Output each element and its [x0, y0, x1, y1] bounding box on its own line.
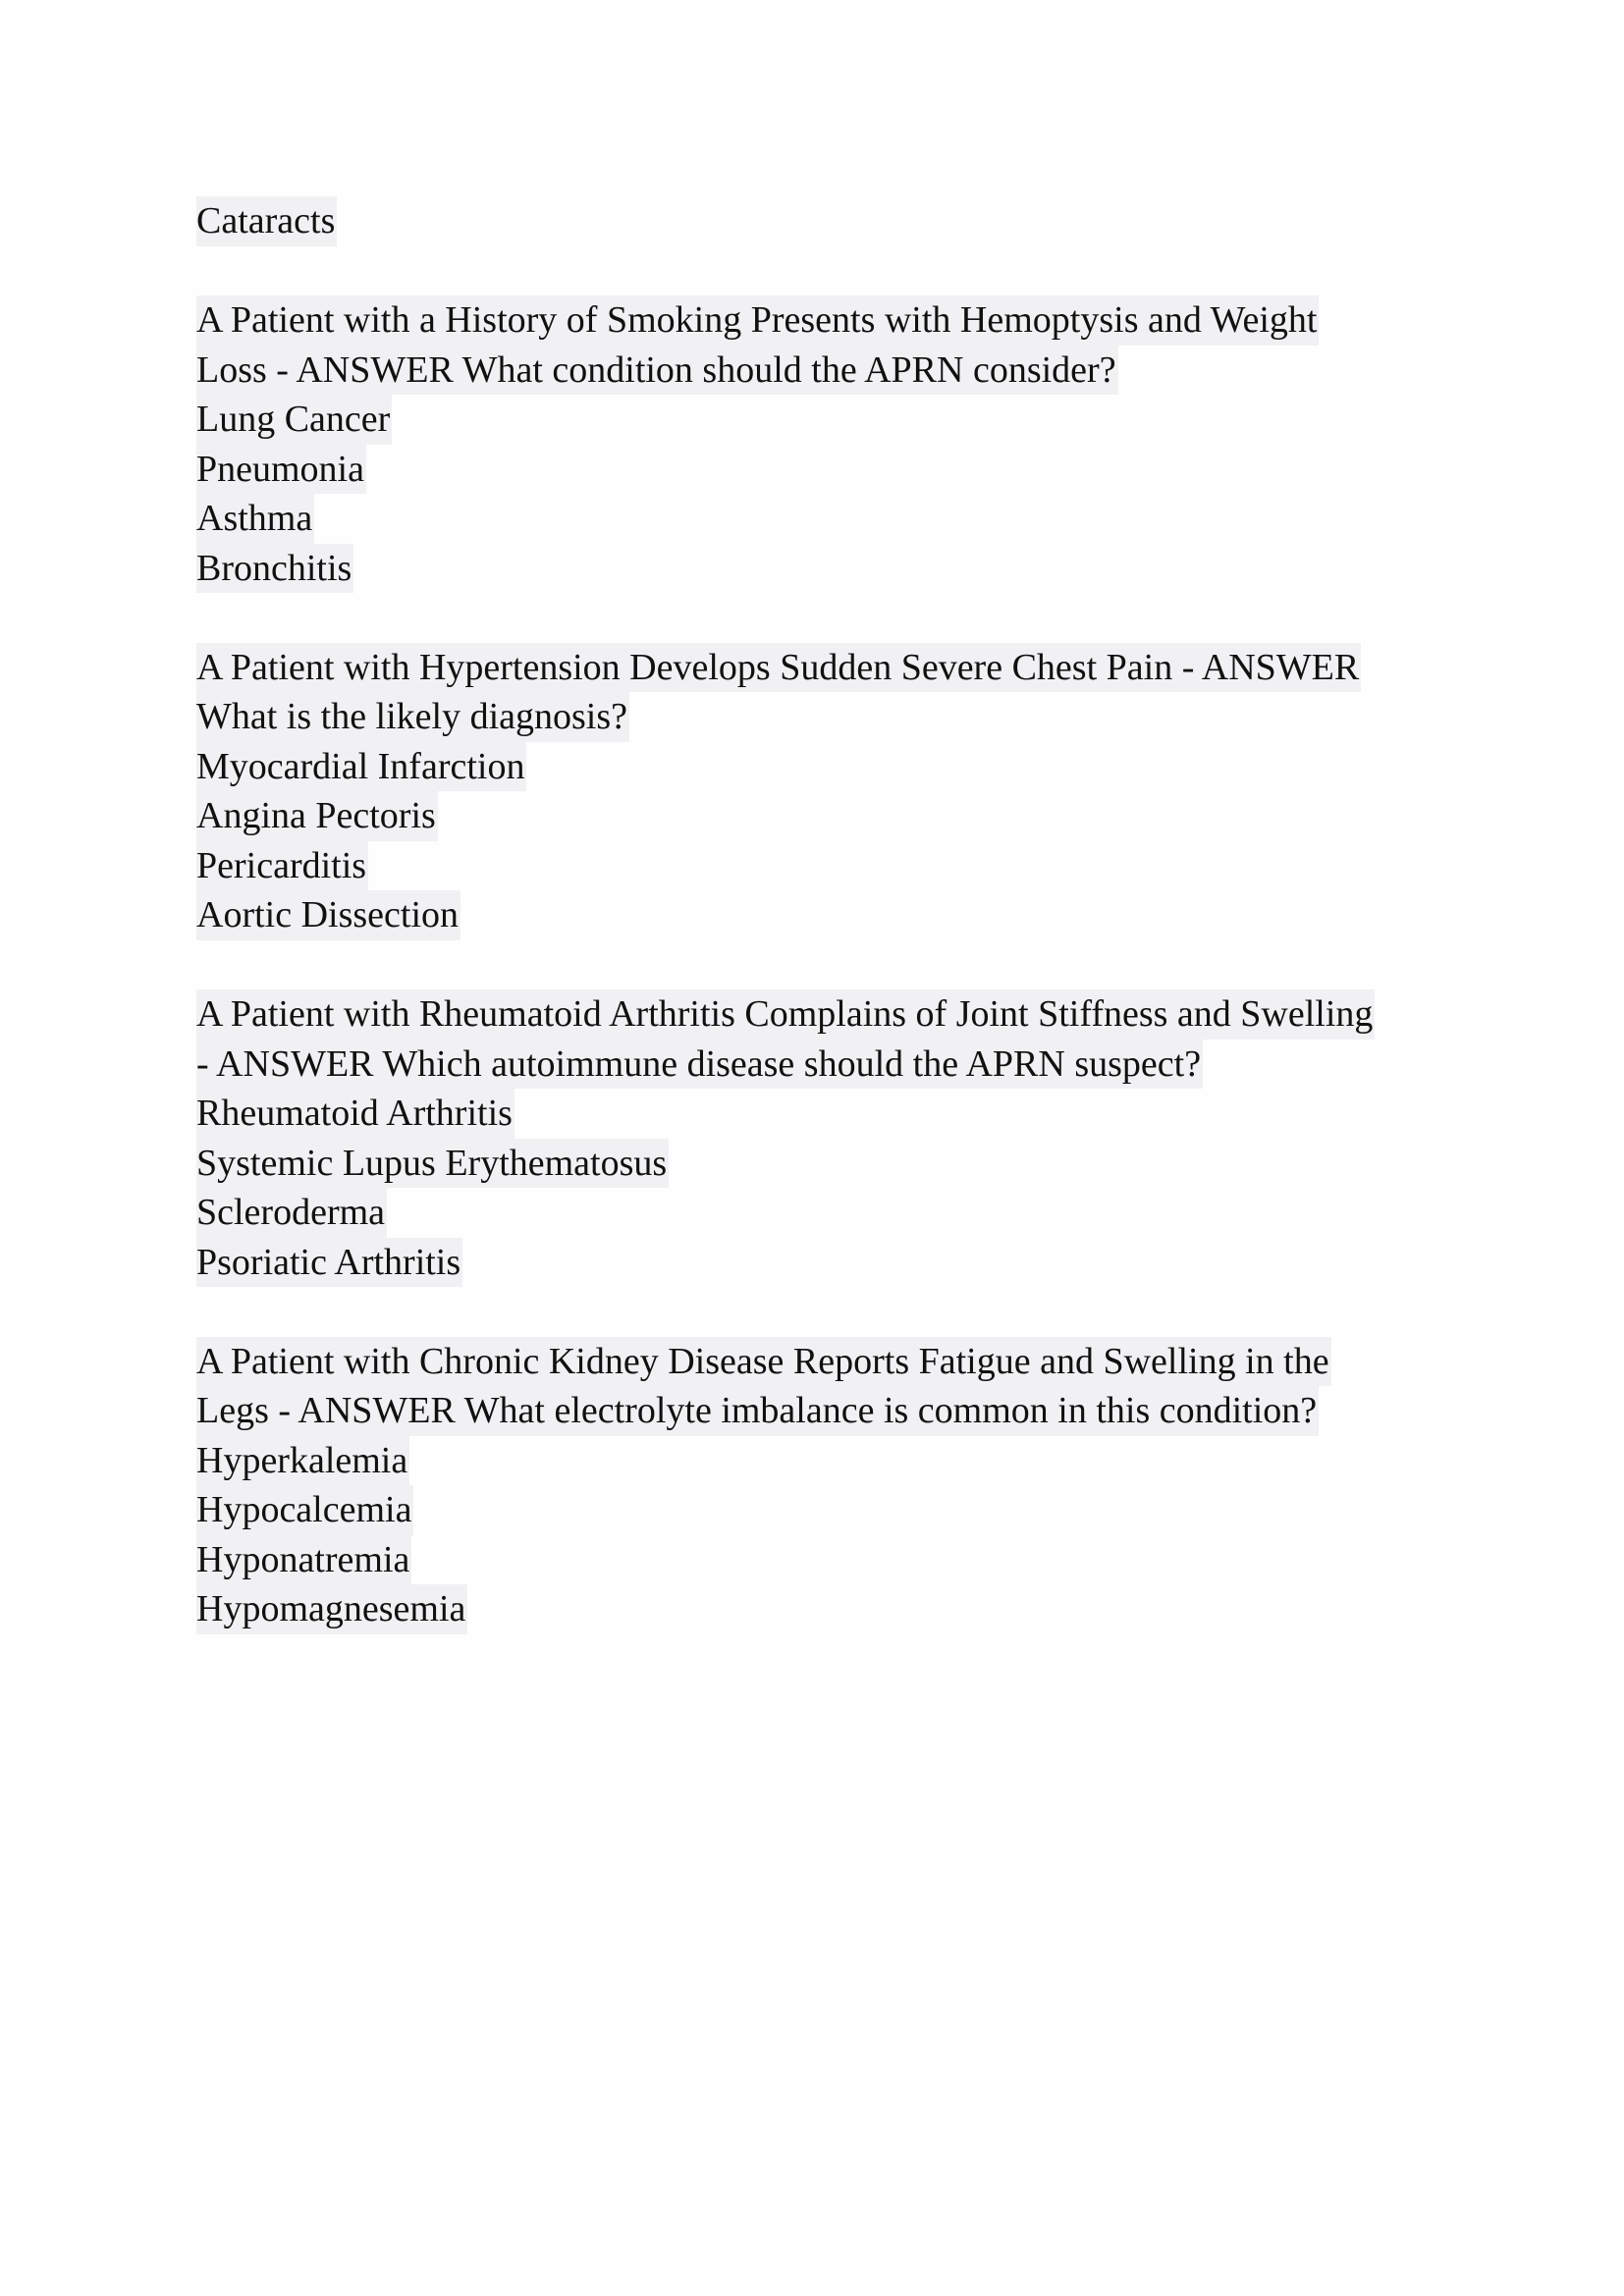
answer-option: Aortic Dissection	[196, 890, 460, 940]
answer-option: Angina Pectoris	[196, 791, 438, 841]
answer-option: Myocardial Infarction	[196, 742, 526, 792]
paragraph-gap	[196, 940, 1434, 990]
paragraph-gap	[196, 246, 1434, 296]
question-block	[196, 643, 1434, 940]
answer-option: Lung Cancer	[196, 395, 392, 445]
question-prompt-line: A Patient with Hypertension Develops Sudden Severe Chest Pain - ANSWER	[196, 643, 1361, 693]
paragraph-gap	[196, 593, 1434, 643]
answer-option: Hyponatremia	[196, 1535, 411, 1585]
question-prompt-line: A Patient with a History of Smoking Presents with Hemoptysis and Weight	[196, 295, 1319, 346]
answer-option: Pericarditis	[196, 841, 368, 891]
question-block	[196, 295, 1434, 593]
document-content	[196, 196, 1434, 1634]
answer-option: Asthma	[196, 494, 314, 544]
answer-option: Systemic Lupus Erythematosus	[196, 1139, 669, 1189]
answer-option: Hypocalcemia	[196, 1485, 413, 1535]
answer-option: Rheumatoid Arthritis	[196, 1089, 514, 1139]
question-block	[196, 989, 1434, 1287]
answer-option: Psoriatic Arthritis	[196, 1238, 462, 1288]
question-prompt-line: A Patient with Chronic Kidney Disease Reports Fatigue and Swelling in the	[196, 1337, 1331, 1387]
answer-option: Pneumonia	[196, 445, 366, 495]
answer-option: Hypomagnesemia	[196, 1584, 467, 1634]
question-prompt-line: Loss - ANSWER What condition should the APRN consider?	[196, 346, 1118, 396]
question-prompt-line: - ANSWER Which autoimmune disease should the APRN suspect?	[196, 1040, 1203, 1090]
paragraph-gap	[196, 1287, 1434, 1337]
answer-option: Scleroderma	[196, 1188, 387, 1238]
question-prompt-line: What is the likely diagnosis?	[196, 692, 629, 742]
question-prompt-line: A Patient with Rheumatoid Arthritis Complains of Joint Stiffness and Swelling	[196, 989, 1375, 1040]
topic-line: Cataracts	[196, 196, 337, 246]
answer-option: Hyperkalemia	[196, 1436, 409, 1486]
answer-option: Bronchitis	[196, 544, 353, 594]
question-block	[196, 1337, 1434, 1634]
question-prompt-line: Legs - ANSWER What electrolyte imbalance is common in this condition?	[196, 1386, 1319, 1436]
